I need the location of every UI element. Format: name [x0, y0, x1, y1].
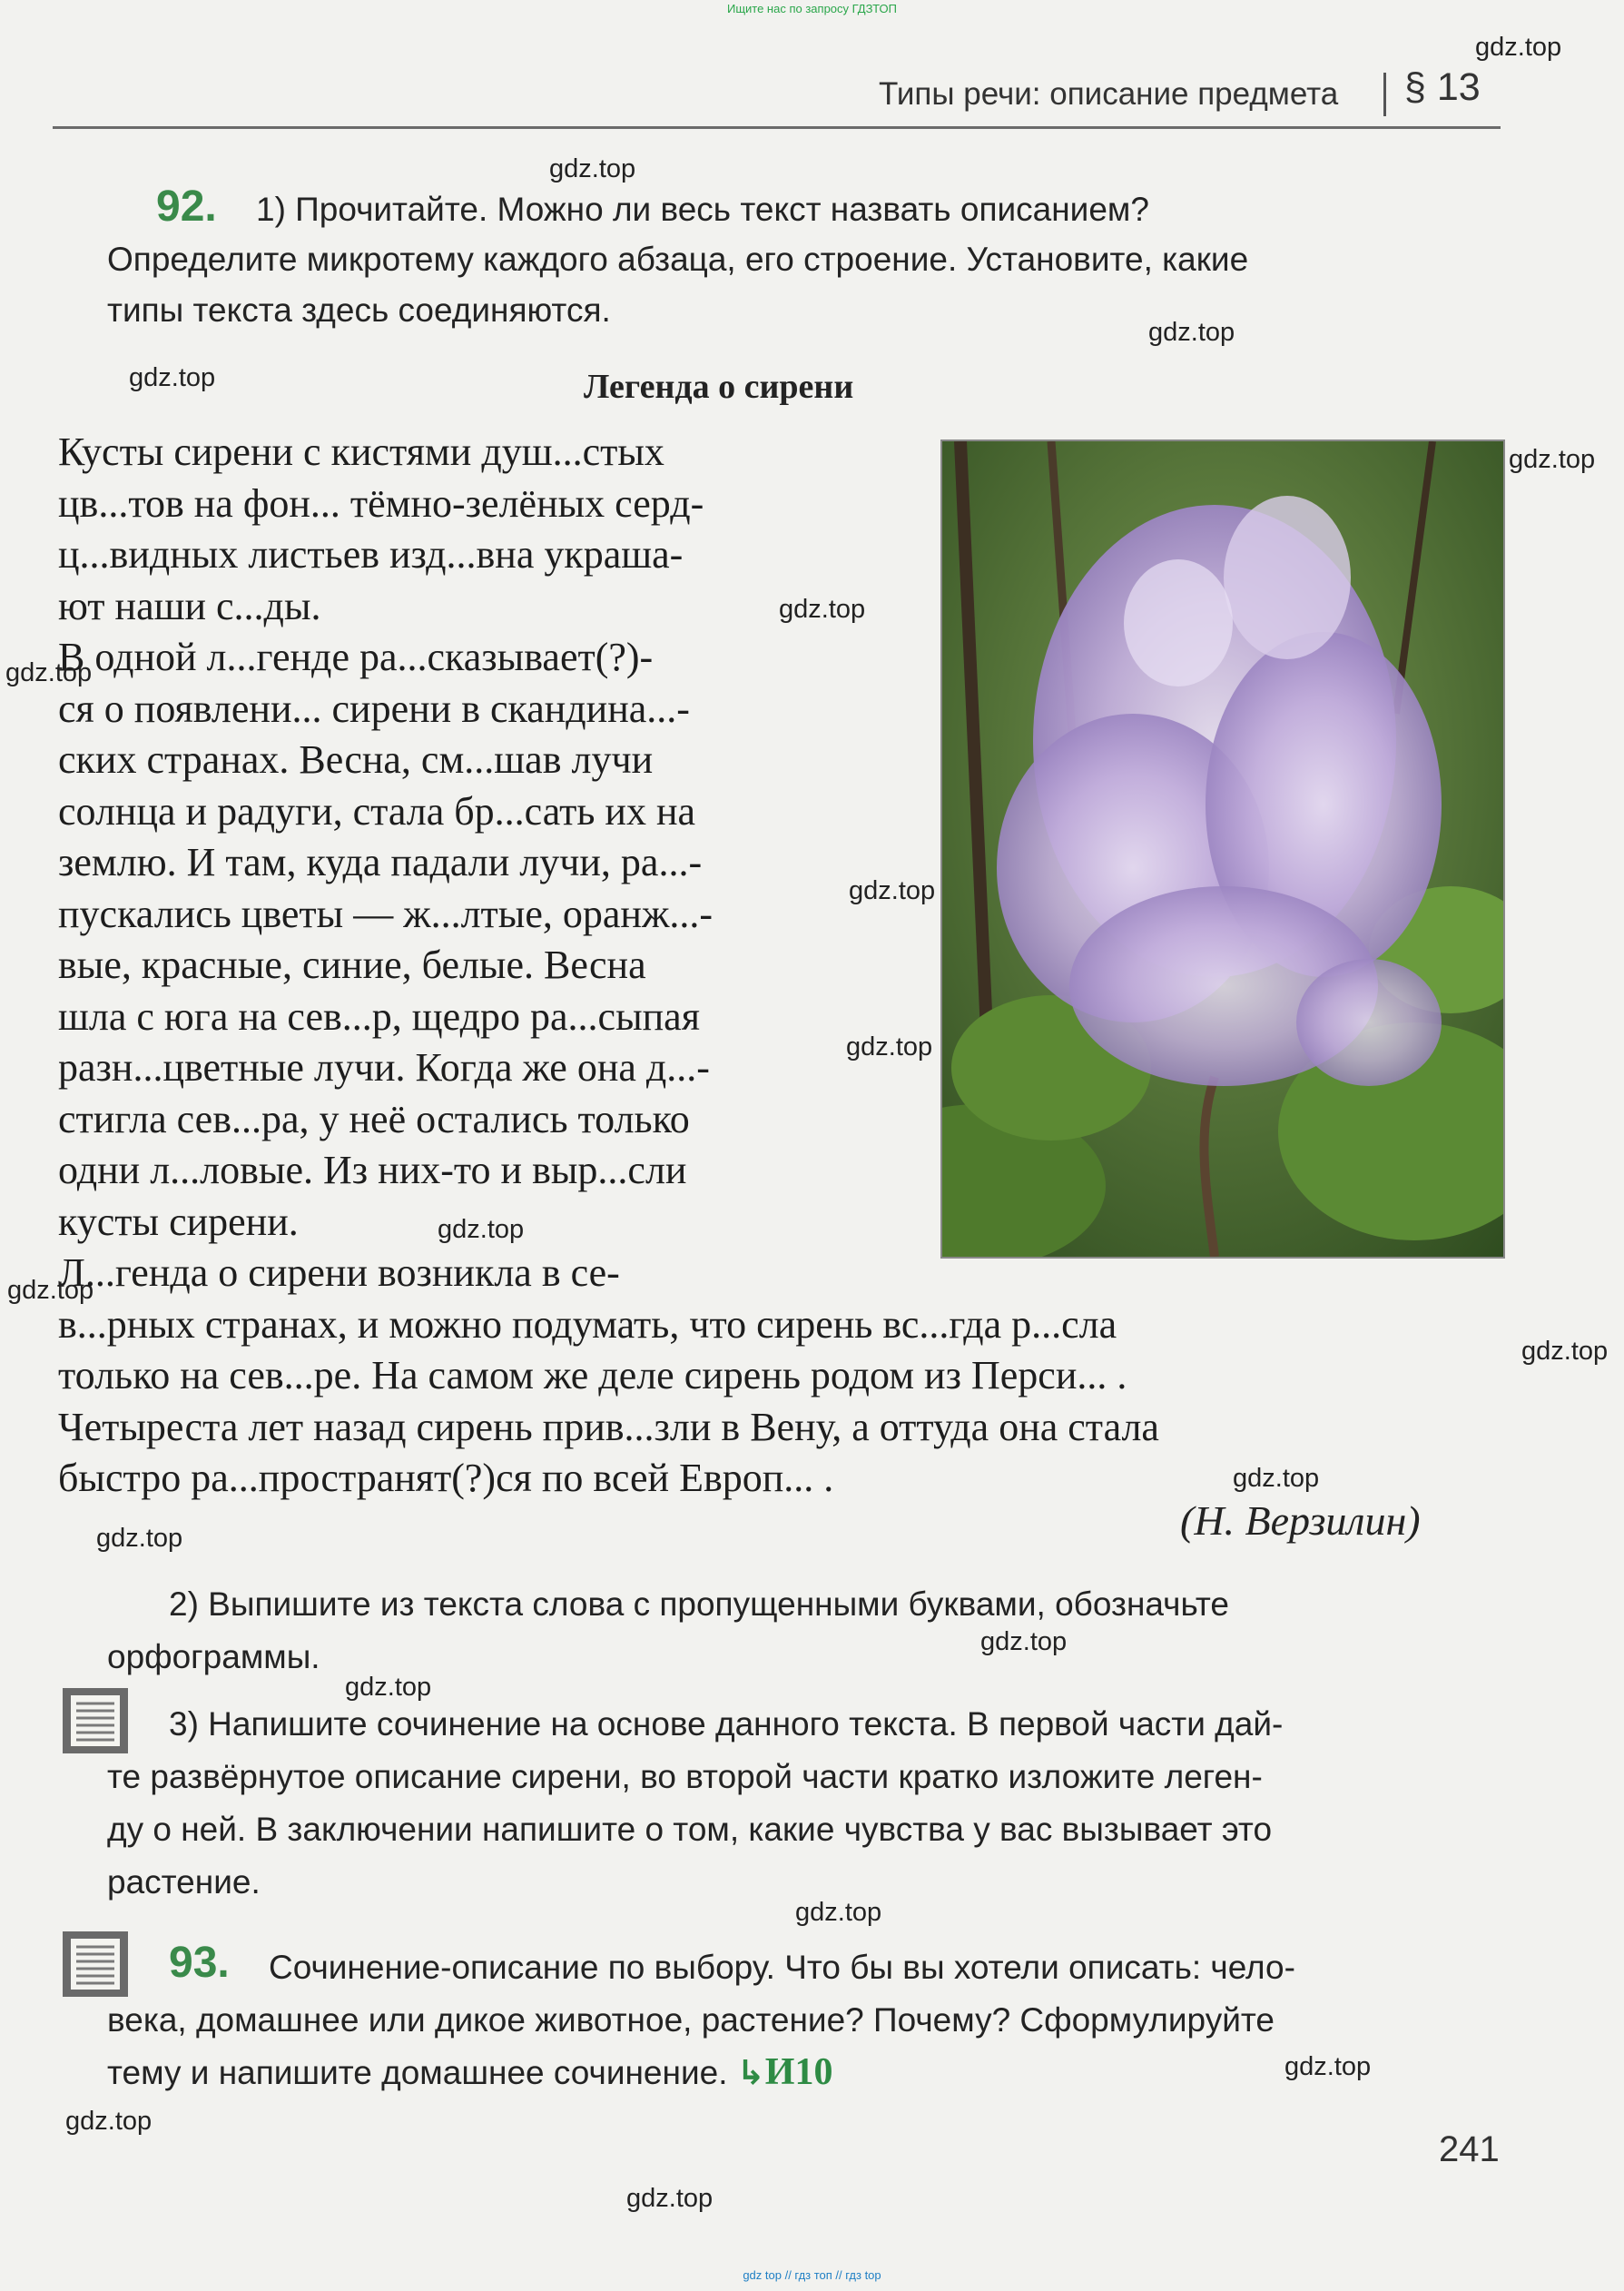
- legend-text-line: одни л...ловые. Из них-то и выр...сли: [58, 1148, 687, 1192]
- legend-text-line: ских странах. Весна, см...шав лучи: [58, 737, 654, 782]
- ex92-intro-line: типы текста здесь соединяются.: [107, 291, 611, 329]
- legend-text-line: Кусты сирени с кистями душ...стых: [58, 430, 664, 474]
- watermark: gdz.top: [345, 1673, 432, 1702]
- watermark: gdz.top: [65, 2107, 153, 2136]
- watermark: gdz.top: [1233, 1464, 1320, 1493]
- legend-text-line: ся о появлени... сирени в скандина...-: [58, 686, 690, 731]
- bottom-site-links[interactable]: gdz top // гдз топ // гдз top: [743, 2268, 881, 2282]
- page-number: 241: [1439, 2129, 1500, 2169]
- exercise-92-number: 92.: [156, 183, 217, 231]
- paragraph-number: § 13: [1404, 65, 1481, 109]
- watermark: gdz.top: [1475, 33, 1562, 62]
- watermark: gdz.top: [96, 1524, 183, 1553]
- legend-text-line: Л...генда о сирени возникла в се-: [58, 1250, 620, 1295]
- header-rule: [53, 126, 1501, 129]
- legend-text-line: в...рных странах, и можно подумать, что сирень вс...гда р...сла: [58, 1301, 1117, 1347]
- legend-text-line: разн...цветные лучи. Когда же она д...-: [58, 1045, 710, 1090]
- legend-text-line: вые, красные, синие, белые. Весна: [58, 943, 646, 987]
- legend-text-line: только на сев...ре. На самом же деле сирень родом из Перси... .: [58, 1353, 1127, 1397]
- legend-text-block: [58, 427, 713, 1248]
- task3-line: ду о ней. В заключении напишите о том, какие чувства у вас вызывает это: [107, 1811, 1273, 1848]
- watermark: gdz.top: [980, 1627, 1068, 1656]
- text-author: (Н. Верзилин): [1180, 1497, 1421, 1544]
- reference-arrow-icon: ↳: [736, 2054, 765, 2091]
- watermark: gdz.top: [795, 1898, 882, 1927]
- exercise-93-number: 93.: [169, 1939, 230, 1987]
- task3-line: 3) Напишите сочинение на основе данного текста. В первой части дай-: [169, 1705, 1284, 1743]
- watermark: gdz.top: [1284, 2052, 1372, 2081]
- ex93-line: [107, 2047, 832, 2098]
- watermark: gdz.top: [5, 658, 93, 687]
- ex92-task2: [169, 1578, 1229, 1630]
- legend-text-line: кусты сирени.: [58, 1199, 299, 1244]
- header-divider: [1383, 73, 1386, 116]
- top-search-hint[interactable]: Ищите нас по запросу ГДЗТОП: [726, 2, 897, 15]
- reference-code[interactable]: И10: [764, 2051, 833, 2093]
- watermark: gdz.top: [129, 363, 216, 392]
- task2-line: 2) Выпишите из текста слова с пропущенными буквами, обозначьте: [169, 1585, 1229, 1623]
- legend-text-line: Четыреста лет назад сирень прив...зли в Вену, а оттуда она стала: [58, 1404, 1159, 1449]
- legend-text-line: ц...видных листьев изд...вна украша-: [58, 532, 684, 577]
- watermark: gdz.top: [7, 1276, 94, 1305]
- ex93-line-text: тему и напишите домашнее сочинение.: [107, 2054, 728, 2091]
- notebook-lines-icon: [62, 1931, 129, 1998]
- lilac-photo: [940, 439, 1505, 1259]
- ex92-intro-line: 1) Прочитайте. Можно ли весь текст назвать описанием?: [256, 191, 1149, 228]
- task3-line: те развёрнутое описание сирени, во второй части кратко изложите леген-: [107, 1758, 1263, 1795]
- legend-text-line: пускались цветы — ж...лтые, оранж...-: [58, 891, 713, 936]
- watermark: gdz.top: [1509, 445, 1596, 474]
- legend-text-line: стигла сев...ра, у неё остались только: [58, 1096, 690, 1141]
- legend-text-line: цв...тов на фон... тёмно-зелёных серд-: [58, 480, 704, 526]
- ex93-line: века, домашнее или дикое животное, растение? Почему? Сформулируйте: [107, 2001, 1275, 2039]
- watermark: gdz.top: [1148, 318, 1235, 347]
- ex93-line: Сочинение-описание по выбору. Что бы вы хотели описать: чело-: [269, 1949, 1295, 1986]
- task3-line: растение.: [107, 1863, 261, 1901]
- watermark: gdz.top: [438, 1215, 525, 1244]
- legend-text-line: землю. И там, куда падали лучи, ра...-: [58, 840, 703, 884]
- legend-title: Легенда о сирени: [584, 368, 854, 406]
- legend-text-line: шла с юга на сев...р, щедро ра...сыпая: [58, 993, 700, 1039]
- watermark: gdz.top: [779, 595, 866, 624]
- legend-text-line: В одной л...генде ра...сказывает(?)-: [58, 635, 654, 679]
- watermark: gdz.top: [626, 2184, 714, 2213]
- legend-text-line: солнца и радуги, стала бр...сать их на: [58, 788, 696, 834]
- legend-text-line: быстро ра...пространят(?)ся по всей Европ... .: [58, 1456, 834, 1500]
- legend-text-line: ют наши с...ды.: [58, 583, 321, 628]
- ex92-intro-line: Определите микротему каждого абзаца, его строение. Установите, какие: [107, 241, 1249, 278]
- watermark: gdz.top: [549, 154, 636, 183]
- running-header-title: Типы речи: описание предмета: [879, 76, 1339, 112]
- task2-line: орфограммы.: [107, 1638, 320, 1675]
- legend-text-continuation: [58, 1248, 1159, 1505]
- watermark: gdz.top: [846, 1032, 933, 1062]
- watermark: gdz.top: [849, 876, 936, 905]
- watermark: gdz.top: [1521, 1337, 1609, 1366]
- notebook-lines-icon: [62, 1687, 129, 1754]
